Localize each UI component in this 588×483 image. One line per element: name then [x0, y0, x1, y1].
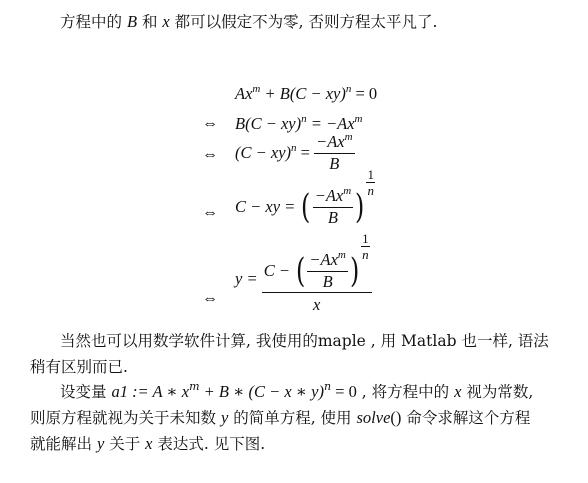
eq5-lhs: y = — [235, 268, 262, 288]
math-expression: = 0 — [331, 382, 357, 401]
eq5-inner-numerator-exp: m — [337, 249, 346, 261]
eq4-numerator-exp: m — [343, 185, 352, 197]
eq4-denominator: B — [327, 207, 338, 227]
eq3-exp-n: n — [291, 142, 297, 154]
equation-5 — [235, 231, 372, 314]
math-variable-a1: a1 — [111, 382, 128, 401]
paragraph-solve-line1 — [60, 382, 533, 402]
paragraph-software-line1: 当然也可以用数学软件计算, 我使用的maple , 用 Matlab 也一样, 语法 — [60, 332, 549, 350]
eq1-exp-n: n — [345, 83, 352, 95]
eq3-denominator: B — [329, 153, 340, 173]
eq5-exp-numerator: 1 — [362, 231, 369, 246]
eq1-lhs: Ax — [235, 84, 253, 103]
eq3-fraction — [314, 131, 355, 173]
text-segment: 方程中的 — [60, 13, 127, 31]
eq5-inner-numerator: −Ax — [309, 250, 338, 269]
eq3-lhs: (C − xy) — [235, 143, 292, 162]
eq4-exp-denominator: n — [367, 183, 374, 198]
math-variable-b: B — [126, 12, 138, 31]
eq5-inner-denominator: B — [322, 271, 333, 291]
eq5-exponent — [361, 232, 370, 261]
math-variable-y: y — [96, 434, 105, 453]
right-paren: ) — [349, 251, 360, 291]
eq1-rhs: = 0 — [351, 84, 378, 103]
eq5-outer-denominator: x — [313, 295, 321, 314]
text-segment: 表达式. 见下图. — [152, 435, 266, 453]
eq2-lhs: B(C − xy) — [235, 114, 302, 133]
eq5-outer-fraction — [262, 231, 372, 314]
left-paren: ( — [296, 251, 306, 291]
paragraph-intro — [60, 12, 437, 32]
text-segment: 关于 — [104, 435, 146, 453]
text-segment: 和 — [137, 13, 163, 31]
iff-symbol: ⇔ — [202, 290, 218, 307]
eq3-equals: = — [296, 143, 315, 162]
text-segment: 命令求解这个方程 — [401, 409, 531, 427]
math-variable-x: x — [145, 434, 153, 453]
math-variable-y: y — [220, 408, 229, 427]
solve-parens: () — [390, 408, 402, 427]
text-segment: 则原方程就视为关于未知数 — [30, 409, 221, 427]
eq5-exp-denominator: n — [362, 247, 369, 262]
math-expression: + B ∗ (C − x ∗ y) — [199, 382, 324, 401]
iff-symbol: ⇔ — [202, 115, 218, 132]
text-segment: 设变量 — [60, 383, 112, 401]
math-exp-m: m — [189, 380, 200, 393]
solve-command: solve — [356, 408, 391, 427]
eq4-fraction — [313, 185, 354, 227]
eq4-numerator: −Ax — [314, 186, 344, 205]
eq3-numerator-exp: m — [344, 131, 353, 143]
math-variable-x: x — [162, 12, 170, 31]
equation-4 — [235, 167, 375, 227]
math-expression: := A ∗ x — [127, 382, 190, 401]
text-segment: 的简单方程, 使用 — [228, 409, 357, 427]
text-segment: 视为常数, — [461, 383, 534, 401]
text-segment: 都可以假定不为零, 否则方程太平凡了. — [169, 13, 438, 31]
eq5-inner-fraction — [307, 249, 348, 291]
equation-2 — [235, 114, 362, 134]
eq4-exponent — [366, 168, 375, 197]
eq5-num-prefix: C − — [263, 260, 295, 280]
math-variable-x: x — [454, 382, 462, 401]
equation-1 — [235, 84, 377, 104]
text-segment: 就能解出 — [30, 435, 97, 453]
eq1-mid: + B(C − xy) — [260, 84, 346, 103]
left-paren: ( — [301, 187, 311, 227]
eq3-numerator: −Ax — [316, 132, 345, 151]
paragraph-solve-line3 — [30, 434, 265, 454]
eq4-lhs: C − xy = — [235, 197, 300, 216]
eq2-exp-m: m — [354, 113, 363, 125]
text-segment: , 将方程中的 — [356, 383, 455, 401]
paragraph-software-line2: 稍有区别而已. — [30, 358, 128, 376]
equation-3 — [235, 131, 355, 173]
eq2-exp-n: n — [301, 113, 307, 125]
eq1-exp-m: m — [252, 83, 261, 95]
right-paren: ) — [355, 187, 365, 227]
paragraph-solve-line2 — [30, 408, 530, 428]
iff-symbol: ⇔ — [202, 204, 218, 221]
eq2-mid: = −Ax — [306, 114, 355, 133]
eq4-exp-numerator: 1 — [367, 167, 374, 182]
math-exp-n: n — [323, 380, 332, 393]
iff-symbol: ⇔ — [202, 146, 218, 163]
